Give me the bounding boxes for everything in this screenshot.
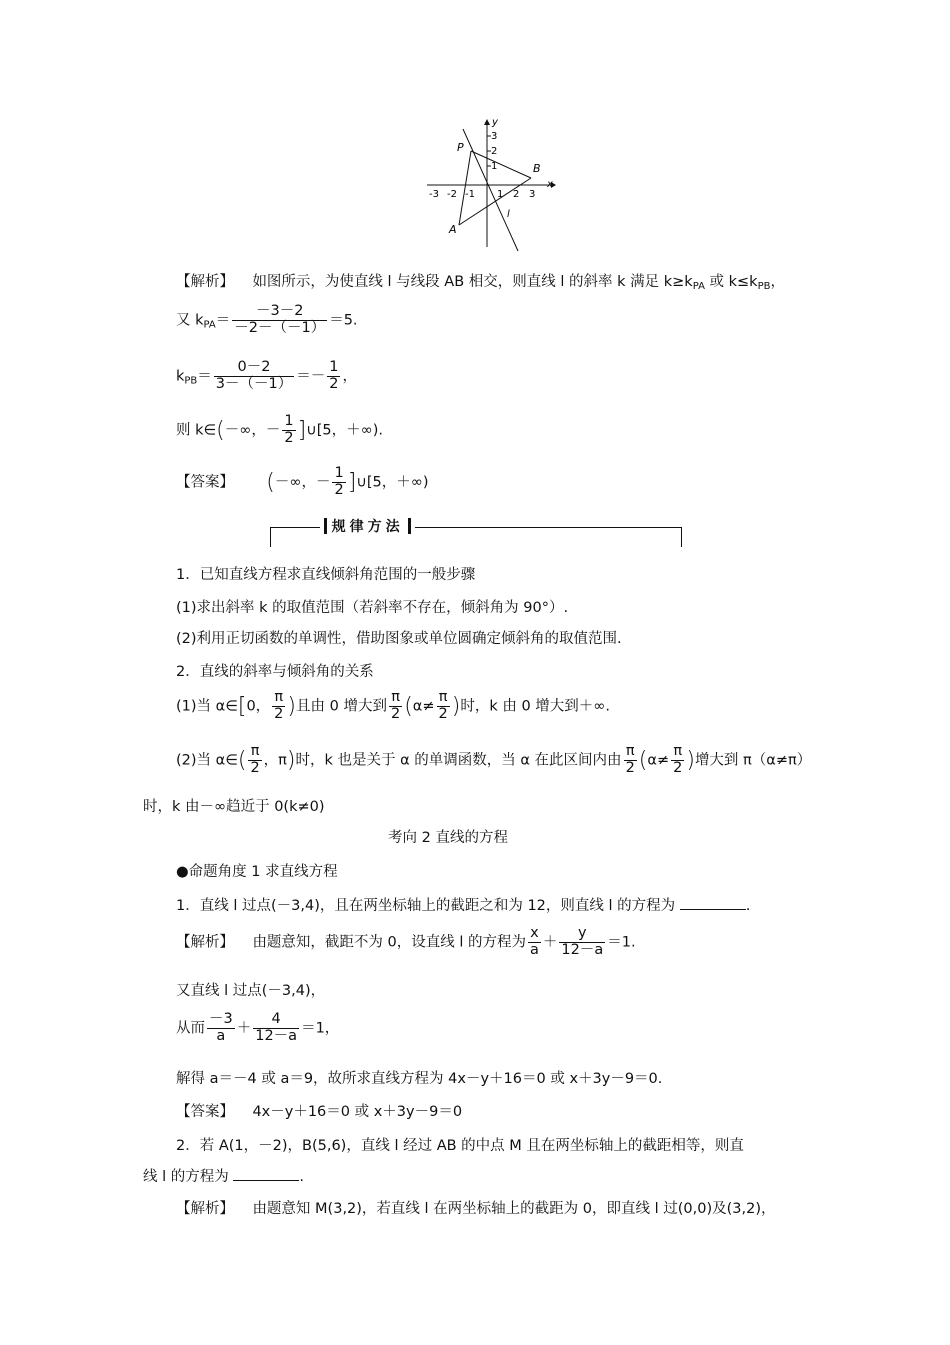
kpb-fraction <box>214 360 294 393</box>
pi-6: π <box>671 744 684 761</box>
q1-stem: 1．直线 l 过点(－3,4)，且在两坐标轴上的截距之和为 12，则直线 l 的方程为 <box>176 898 676 914</box>
kpa-den: －2－（－1） <box>234 319 326 336</box>
analysis-text-mid: 或 k≤k <box>704 274 758 290</box>
analysis-tag: 【解析】 <box>176 274 234 290</box>
sub-pb-2: PB <box>184 375 198 387</box>
q2-blank <box>233 1168 299 1181</box>
q1-analysis-tag: 【解析】 <box>176 934 234 951</box>
sub-pa-2: PA <box>203 319 216 331</box>
kpb-mid: ＝－ <box>296 368 326 385</box>
frac-y-12a <box>559 926 605 959</box>
kpb-formula: $k_{PB}=$ $\frac{0-2}{3-(-1)}$ ＝－ $\frac{1}{2}$ ， <box>176 359 357 392</box>
item2-1-end: 时，k 由 0 增大到＋∞. <box>460 698 610 715</box>
method-item2-1: (1)当 α∈[0， $\frac{\pi}{2}$ )且由 0 增大到 $\frac{\pi}{2}$ (α≠ $\frac{\pi}{2}$ )时，k 由 0 增大到＋∞. <box>176 689 610 722</box>
plus-1: ＋ <box>542 934 558 951</box>
kpa-fraction <box>232 304 327 337</box>
tick-x-n3: -3 <box>429 189 439 200</box>
range-prefix: 则 k∈ <box>176 422 217 439</box>
two-5: 2 <box>625 759 635 776</box>
answer-left: －∞，－ <box>274 474 331 491</box>
section-title: 考向 2 直线的方程 <box>388 830 508 846</box>
tick-y-2: 2 <box>491 146 498 157</box>
tick-x-n2: -2 <box>447 189 457 200</box>
pi-half-1 <box>272 690 285 723</box>
q1-line4: 解得 a＝－4 或 a＝9，故所求直线方程为 4x－y＋16＝0 或 x＋3y－9＝0. <box>176 1071 663 1087</box>
q1-answer-tag: 【答案】 <box>176 1104 234 1120</box>
kpb-den: 3－（－1） <box>215 375 293 392</box>
answer1-line: 【答案】 (－∞，－ $\frac{1}{2}$ ]∪[5，＋∞) <box>176 465 429 498</box>
item2-2-mid: 时，k 也是关于 α 的单调函数，当 α 在此区间内由 <box>295 752 622 769</box>
q1-line3 <box>176 1012 339 1045</box>
pi-5: π <box>624 744 637 761</box>
answer-half <box>332 466 345 499</box>
label-a: A <box>449 223 457 236</box>
method-item1-2: (2)利用正切函数的单调性，借助图象或单位圆确定倾斜角的取值范围. <box>176 631 622 647</box>
kpa-num: －3－2 <box>232 304 327 321</box>
answer-right: ∪[5，＋∞) <box>356 474 429 491</box>
half-den: 2 <box>329 375 339 392</box>
method-item1-1: (1)求出斜率 k 的取值范围（若斜率不存在，倾斜角为 90°）. <box>176 600 569 616</box>
x-num: x <box>528 926 541 943</box>
analysis1-line1 <box>176 270 785 292</box>
neg3-num: －3 <box>209 1011 233 1027</box>
coordinate-figure <box>425 115 560 253</box>
q2-analysis-text: 由题意知 M(3,2)，若直线 l 在两坐标轴上的截距为 0，即直线 l 过(0,0)及(3,2)， <box>252 1201 776 1217</box>
half-fraction <box>327 360 340 393</box>
kpb-prefix: k <box>176 368 185 385</box>
method-item1: 1．已知直线方程求直线倾斜角范围的一般步骤 <box>176 567 476 583</box>
tick-x-1: 1 <box>497 189 504 200</box>
frac-4-12a <box>253 1012 299 1045</box>
range-right: ∪[5，＋∞). <box>306 422 383 439</box>
y-num: y <box>559 926 605 943</box>
method-item2: 2．直线的斜率与倾斜角的关系 <box>176 664 374 680</box>
kpb-end: ， <box>342 368 357 385</box>
range-left: －∞，－ <box>224 422 281 439</box>
q2-analysis-tag: 【解析】 <box>176 1201 234 1217</box>
zero: 0， <box>246 698 271 715</box>
two-2: 2 <box>390 705 401 722</box>
analysis-text-end: ， <box>770 274 785 290</box>
two-1: 2 <box>274 705 284 722</box>
method-banner <box>270 516 682 548</box>
q1-answer-text: 4x－y＋16＝0 或 x＋3y－9＝0 <box>252 1104 463 1120</box>
angle-title: ●命题角度 1 求直线方程 <box>176 864 338 880</box>
q2-line2 <box>143 1165 304 1186</box>
item2-2-mid2: 增大到 π（α≠π） <box>694 752 812 769</box>
q1-analysis <box>176 926 636 959</box>
pi-4: π <box>248 744 261 761</box>
kpa-result: ＝5. <box>329 312 358 329</box>
two-6: 2 <box>673 759 683 776</box>
item2-1-prefix: (1)当 α∈ <box>176 698 238 715</box>
plus-2: ＋ <box>236 1020 252 1037</box>
label-b: B <box>533 162 541 175</box>
alpha-ne-1: α≠ <box>412 698 435 715</box>
pi-1: π <box>272 690 285 707</box>
analysis-text: 如图所示，为使直线 l 与线段 AB 相交，则直线 l 的斜率 k 满足 k≥k <box>252 274 693 290</box>
pi-3: π <box>437 690 450 707</box>
answer-half-den: 2 <box>334 481 344 498</box>
pi-half-2 <box>389 690 402 723</box>
q2-line2-prefix: 线 l 的方程为 <box>143 1169 229 1185</box>
label-l: l <box>507 209 510 220</box>
q1-end: . <box>745 898 751 914</box>
sub-pa: PA <box>692 281 705 292</box>
den-12a-2: 12－a <box>255 1027 298 1044</box>
frac-n3-a <box>207 1012 235 1045</box>
tick-y-1: 1 <box>491 161 498 172</box>
eq1: ＝1. <box>607 934 636 951</box>
method-item2-2: (2)当 α∈( $\frac{\pi}{2}$ ，π)时，k 也是关于 α 的单调函数，当 α 在此区间内由 $\frac{\pi}{2}$ (α≠ $\frac{\pi}{2}$ )增大到 π（α≠π） <box>176 743 812 776</box>
q1-text <box>176 894 750 915</box>
kpa-prefix: 又 k <box>176 312 204 329</box>
tick-y-3: 3 <box>491 131 498 142</box>
kpb-num: 0－2 <box>214 360 294 377</box>
a-den: a <box>530 941 539 958</box>
pi-half-3 <box>437 690 450 723</box>
q1-analysis-text: 由题意知，截距不为 0，设直线 l 的方程为 <box>252 934 527 951</box>
sub-pb: PB <box>757 281 771 292</box>
alpha-ne-2: α≠ <box>647 752 670 769</box>
pi-half-4 <box>248 744 261 777</box>
method-item2-2-line2: 时，k 由－∞趋近于 0(k≠0) <box>143 799 325 815</box>
tick-x-3: 3 <box>529 189 536 200</box>
a-den-2: a <box>216 1027 226 1044</box>
q2-line2-end: . <box>299 1169 304 1185</box>
range-half-den: 2 <box>284 429 294 446</box>
pi-half-5 <box>624 744 637 777</box>
label-p: P <box>457 141 464 154</box>
item2-2-prefix: (2)当 α∈ <box>176 752 238 769</box>
q2-analysis <box>176 1197 776 1218</box>
frac-x-a <box>528 926 541 959</box>
pi-2: π <box>389 690 402 707</box>
kpa-formula: 又 $k_{PA}=$ $\frac{-3-2}{-2-(-1)}$ ＝5. <box>176 303 358 336</box>
tick-x-2: 2 <box>513 189 520 200</box>
two-3: 2 <box>438 705 448 722</box>
label-y: y <box>492 117 498 128</box>
q1-line3-prefix: 从而 <box>176 1020 205 1037</box>
range-line: 则 k∈(－∞，－ $\frac{1}{2}$ ]∪[5，＋∞). <box>176 413 383 446</box>
pi-half-6 <box>671 744 684 777</box>
answer-tag: 【答案】 <box>176 474 234 491</box>
range-half-num: 1 <box>284 413 294 429</box>
eq1b: ＝1， <box>301 1020 340 1037</box>
item2-1-mid: 且由 0 增大到 <box>296 698 387 715</box>
answer-half-num: 1 <box>334 465 344 481</box>
q2-line1: 2．若 A(1，－2)，B(5,6)，直线 l 经过 AB 的中点 M 且在两坐标轴上的截距相等，则直 <box>176 1138 744 1154</box>
q1-line2: 又直线 l 过点(－3,4)， <box>176 983 326 999</box>
den-12a: 12－a <box>561 941 604 958</box>
half-num: 1 <box>329 359 339 375</box>
range-half <box>282 414 295 447</box>
q1-blank <box>680 897 746 910</box>
method-title: 规律方法 <box>331 519 404 535</box>
comma-pi: ，π <box>263 752 287 769</box>
q1-answer <box>176 1100 462 1121</box>
tick-x-n1: -1 <box>465 189 475 200</box>
label-x: x <box>547 179 553 190</box>
four-num: 4 <box>253 1012 299 1029</box>
two-4: 2 <box>250 759 260 776</box>
